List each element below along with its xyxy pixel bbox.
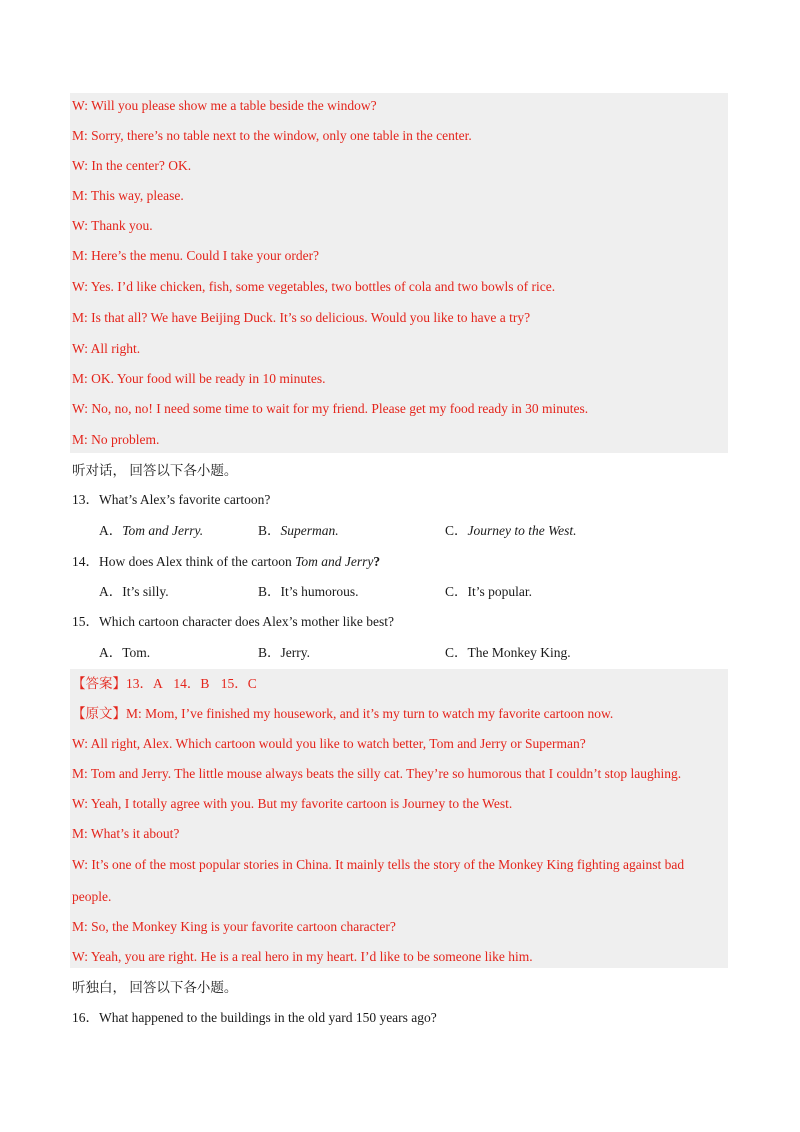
section-heading: 听对话， 回答以下各小题。	[72, 463, 238, 478]
option-a	[99, 522, 203, 540]
transcript-line: M: Here’s the menu. Could I take your order?	[72, 248, 320, 263]
question-15: 15．Which cartoon character does Alex’s mother like best?	[72, 614, 395, 629]
transcript-line: W: All right.	[72, 341, 141, 356]
transcript-line: M: This way, please.	[72, 188, 184, 203]
transcript-line: M: What’s it about?	[72, 826, 180, 841]
transcript-line: W: In the center? OK.	[72, 158, 192, 173]
transcript-line: M: Tom and Jerry. The little mouse always beats the silly cat. They’re so humorous that I couldn’t stop laughing.	[72, 766, 682, 781]
option-a: A．It’s silly.	[99, 584, 169, 599]
transcript-box-1	[70, 93, 728, 453]
transcript-line: M: No problem.	[72, 432, 160, 447]
transcript-line: W: Thank you.	[72, 218, 153, 233]
option-b: B．It’s humorous.	[258, 584, 359, 599]
transcript-line: W: Will you please show me a table beside the window?	[72, 98, 377, 113]
transcript-text: M: Mom, I’ve finished my housework, and it’s my turn to watch my favorite cartoon now.	[126, 706, 614, 721]
transcript-line: W: No, no, no! I need some time to wait for my friend. Please get my food ready in 30 minutes.	[72, 401, 589, 416]
transcript-line: people.	[72, 889, 112, 904]
transcript-line: M: Is that all? We have Beijing Duck. It’s so delicious. Would you like to have a try?	[72, 310, 531, 325]
transcript-line	[72, 705, 613, 723]
question-16: 16．What happened to the buildings in the old yard 150 years ago?	[72, 1010, 437, 1025]
option-text: Journey to the West.	[467, 523, 577, 538]
option-b	[258, 522, 339, 540]
option-text: Tom and Jerry.	[122, 523, 204, 538]
transcript-line: M: OK. Your food will be ready in 10 minutes.	[72, 371, 326, 386]
section-heading: 听独白， 回答以下各小题。	[72, 980, 238, 995]
option-b: B．Jerry.	[258, 645, 310, 660]
transcript-line: M: So, the Monkey King is your favorite cartoon character?	[72, 919, 396, 934]
option-prefix: B．	[258, 523, 281, 538]
option-c: C．It’s popular.	[445, 584, 532, 599]
question-mark: ?	[373, 554, 381, 569]
question-14	[72, 553, 380, 571]
transcript-line: M: Sorry, there’s no table next to the window, only one table in the center.	[72, 128, 472, 143]
option-a: A．Tom.	[99, 645, 151, 660]
option-c	[445, 522, 577, 540]
option-prefix: A．	[99, 523, 123, 538]
option-text: Superman.	[280, 523, 339, 538]
original-label: 【原文】	[72, 706, 126, 721]
answer-key: 【答案】13．A 14．B 15．C	[72, 676, 257, 691]
question-stem: 14．How does Alex think of the cartoon	[72, 554, 296, 569]
question-stem-italic: Tom and Jerry	[295, 554, 374, 569]
transcript-line: W: All right, Alex. Which cartoon would you like to watch better, Tom and Jerry or Superman?	[72, 736, 586, 751]
option-prefix: C．	[445, 523, 468, 538]
transcript-line: W: Yes. I’d like chicken, fish, some vegetables, two bottles of cola and two bowls of rice.	[72, 279, 556, 294]
transcript-line: W: Yeah, I totally agree with you. But my favorite cartoon is Journey to the West.	[72, 796, 513, 811]
transcript-line: W: It’s one of the most popular stories in China. It mainly tells the story of the Monkey King fighting against bad	[72, 857, 685, 872]
option-c: C．The Monkey King.	[445, 645, 571, 660]
question-13: 13．What’s Alex’s favorite cartoon?	[72, 492, 271, 507]
transcript-line: W: Yeah, you are right. He is a real hero in my heart. I’d like to be someone like him.	[72, 949, 533, 964]
